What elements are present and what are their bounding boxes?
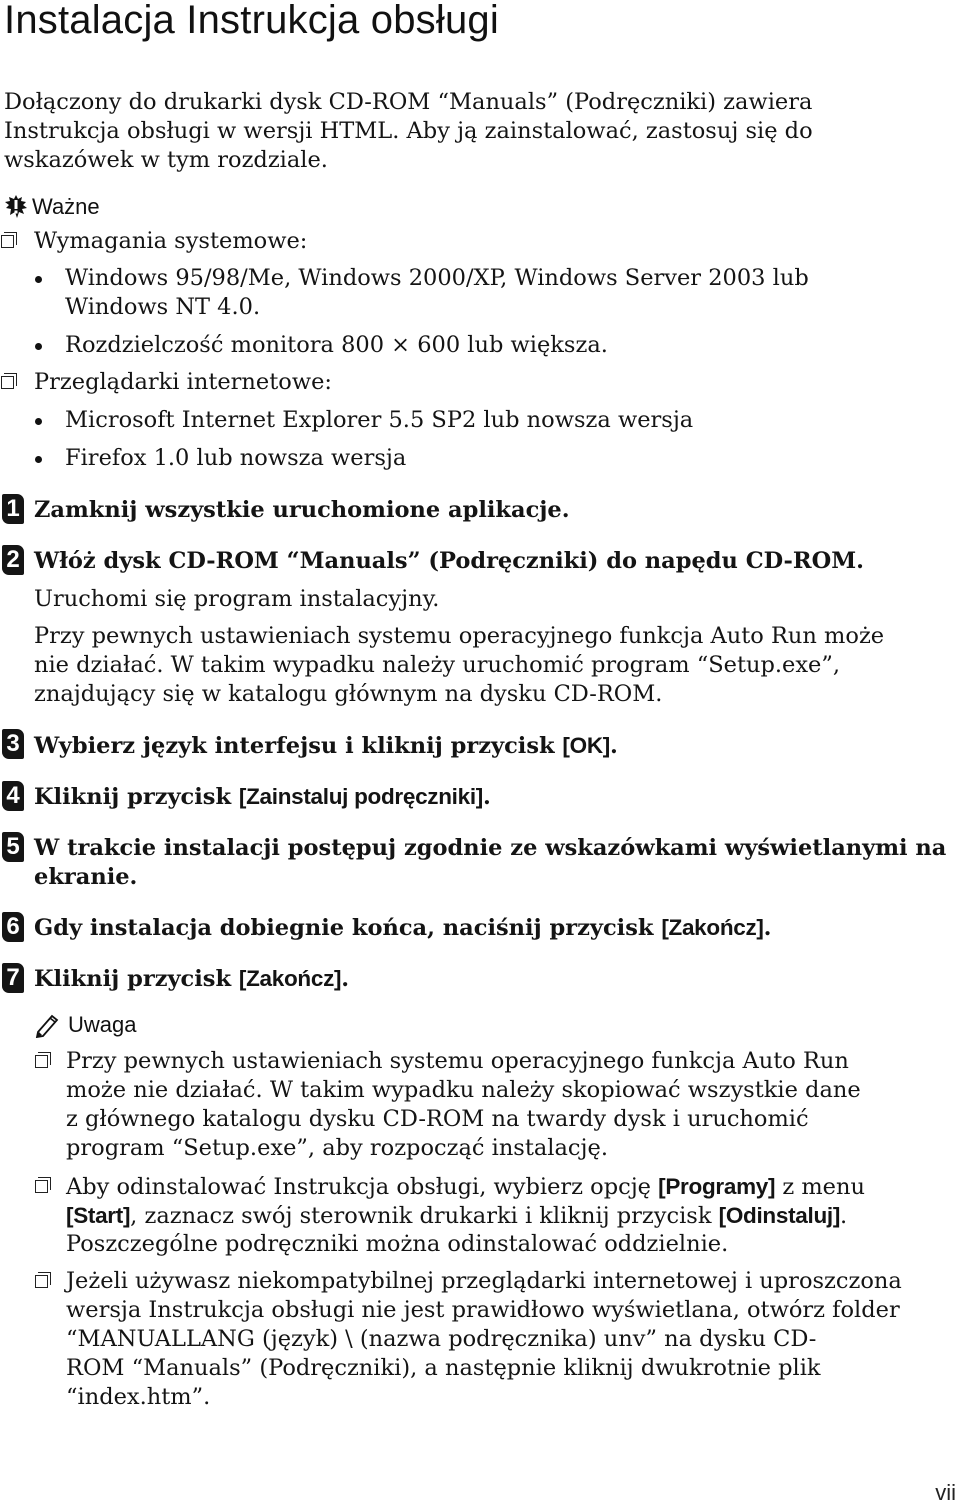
note-item-line: program “Setup.exe”, aby rozpocząć instalację. — [66, 1135, 608, 1161]
note-item-line: Jeżeli używasz niekompatybilnej przeglądarki internetowej i uproszczona — [66, 1268, 902, 1294]
page-title: Instalacja Instrukcja obsługi — [4, 0, 499, 42]
finish-button-ref: [Zakończ] — [238, 966, 342, 991]
step-text: Gdy instalacja dobiegnie końca, naciśnij przycisk [Zakończ]. — [34, 915, 772, 941]
note-item-line: Poszczególne podręczniki można odinstalować oddzielnie. — [66, 1231, 729, 1257]
step-number-badge: 6 — [2, 912, 24, 942]
step-number-badge: 5 — [2, 832, 24, 862]
step-detail: znajdujący się w katalogu głównym na dysku CD-ROM. — [34, 681, 663, 707]
exclamation-icon — [4, 194, 28, 220]
step-detail: Uruchomi się program instalacyjny. — [34, 586, 440, 612]
note-item-line: może nie działać. W takim wypadku należy skopiować wszystkie dane — [66, 1077, 861, 1103]
step-text-cont: ekranie. — [34, 864, 138, 890]
step-number-badge: 4 — [2, 781, 24, 811]
bullet-icon — [35, 418, 42, 425]
bullet-icon — [35, 276, 42, 283]
start-menu-ref: [Start] — [66, 1203, 131, 1228]
ok-button-ref: [OK] — [562, 733, 610, 758]
uninstall-button-ref: [Odinstaluj] — [718, 1203, 841, 1228]
step-number-badge: 2 — [2, 545, 24, 575]
note-item-line: Aby odinstalować Instrukcja obsługi, wybierz opcję [Programy] z menu — [66, 1174, 865, 1200]
important-heading: Ważne — [4, 194, 100, 220]
step-number-badge: 7 — [2, 963, 24, 993]
checkbox-bullet-icon — [34, 1177, 52, 1195]
note-heading: Uwaga — [34, 1012, 136, 1038]
checkbox-bullet-icon — [0, 232, 18, 250]
step-detail: Przy pewnych ustawieniach systemu operacyjnego funkcja Auto Run może — [34, 623, 885, 649]
step-text: Zamknij wszystkie uruchomione aplikacje. — [34, 497, 570, 523]
note-item-line: [Start], zaznacz swój sterownik drukarki i kliknij przycisk [Odinstaluj]. — [66, 1203, 848, 1229]
bullet-icon — [35, 343, 42, 350]
note-item-line: z głównego katalogu dysku CD-ROM na twardy dysk i uruchomić — [66, 1106, 809, 1132]
step-text: Wybierz język interfejsu i kliknij przycisk [OK]. — [34, 733, 618, 759]
step-text: Włóż dysk CD-ROM “Manuals” (Podręczniki) do napędu CD-ROM. — [34, 548, 864, 574]
step-text: W trakcie instalacji postępuj zgodnie ze wskazówkami wyświetlanymi na — [34, 835, 947, 861]
browser-item: Firefox 1.0 lub nowsza wersja — [65, 445, 407, 471]
note-item-line: wersja Instrukcja obsługi nie jest prawidłowo wyświetlana, otwórz folder — [66, 1297, 900, 1323]
step-detail: nie działać. W takim wypadku należy uruchomić program “Setup.exe”, — [34, 652, 841, 678]
checkbox-bullet-icon — [34, 1052, 52, 1070]
programs-menu-ref: [Programy] — [658, 1174, 776, 1199]
page-number: vii — [935, 1480, 956, 1505]
note-item-line: ROM “Manuals” (Podręczniki), a następnie kliknij dwukrotnie plik — [66, 1355, 821, 1381]
browser-item: Microsoft Internet Explorer 5.5 SP2 lub nowsza wersja — [65, 407, 694, 433]
note-item-line: “MANUALLANG (język) \ (nazwa podręcznika) unv” na dysku CD- — [66, 1326, 817, 1352]
step-text: Kliknij przycisk [Zakończ]. — [34, 966, 350, 992]
finish-button-ref: [Zakończ] — [661, 915, 764, 940]
install-button-ref: [Zainstaluj podręczniki] — [238, 784, 483, 809]
intro-paragraph: Dołączony do drukarki dysk CD-ROM “Manuals” (Podręczniki) zawiera Instrukcja obsługi w wersji HTML. Aby ją zainstalować, zastosuj się do wskazówek w tym rozdziale. — [4, 89, 813, 173]
step-number-badge: 3 — [2, 729, 24, 759]
requirement-item: Rozdzielczość monitora 800 × 600 lub większa. — [65, 332, 608, 358]
requirement-item: Windows NT 4.0. — [65, 294, 261, 320]
requirements-label: Wymagania systemowe: — [34, 228, 308, 254]
bullet-icon — [35, 456, 42, 463]
requirement-item: Windows 95/98/Me, Windows 2000/XP, Windows Server 2003 lub — [65, 265, 809, 291]
checkbox-bullet-icon — [0, 373, 18, 391]
step-number-badge: 1 — [2, 494, 24, 524]
step-text: Kliknij przycisk [Zainstaluj podręczniki]. — [34, 784, 491, 810]
note-item-line: “index.htm”. — [66, 1384, 211, 1410]
pencil-icon — [34, 1012, 62, 1038]
note-item-line: Przy pewnych ustawieniach systemu operacyjnego funkcja Auto Run — [66, 1048, 849, 1074]
checkbox-bullet-icon — [34, 1272, 52, 1290]
browsers-label: Przeglądarki internetowe: — [34, 369, 332, 395]
